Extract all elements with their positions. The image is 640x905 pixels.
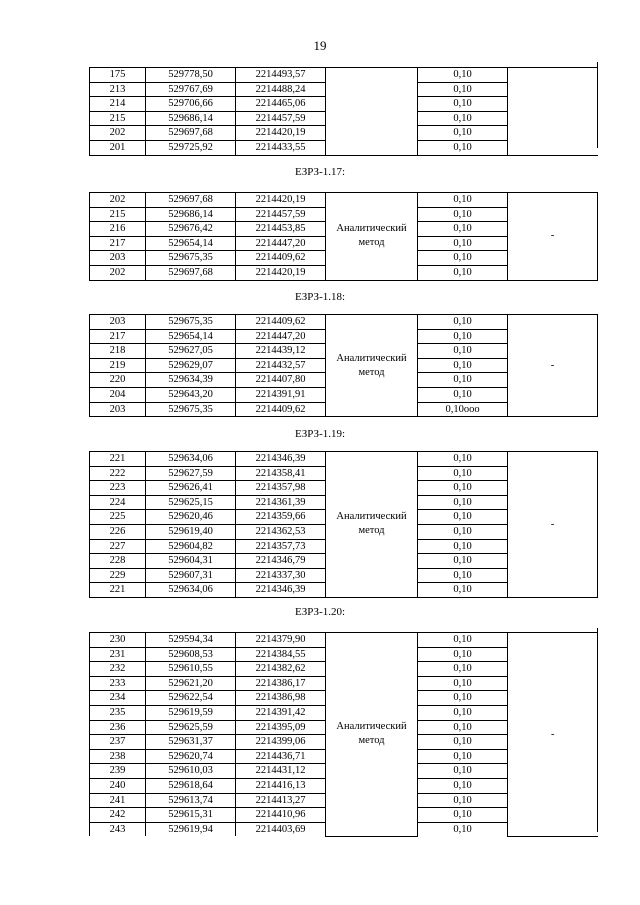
coordinate-x-cell: 529767,69 bbox=[146, 82, 236, 97]
point-number-cell: 213 bbox=[90, 82, 146, 97]
accuracy-cell: 0,10 bbox=[418, 97, 508, 112]
coordinate-x-cell: 529634,06 bbox=[146, 583, 236, 598]
accuracy-cell: 0,10 bbox=[418, 315, 508, 330]
accuracy-cell: 0,10 bbox=[418, 705, 508, 720]
point-number-cell: 232 bbox=[90, 662, 146, 677]
point-number-cell: 236 bbox=[90, 720, 146, 735]
coordinate-y-cell: 2214439,12 bbox=[236, 344, 326, 359]
accuracy-cell: 0,10 bbox=[418, 822, 508, 836]
accuracy-cell: 0,10 bbox=[418, 126, 508, 141]
coordinates-table bbox=[89, 451, 598, 598]
coordinates-table bbox=[89, 632, 598, 837]
accuracy-cell: 0,10 bbox=[418, 524, 508, 539]
point-number-cell: 214 bbox=[90, 97, 146, 112]
coordinate-x-cell: 529686,14 bbox=[146, 207, 236, 222]
point-number-cell: 215 bbox=[90, 207, 146, 222]
accuracy-cell: 0,10 bbox=[418, 140, 508, 155]
note-cell bbox=[508, 68, 598, 156]
accuracy-cell: 0,10 bbox=[418, 68, 508, 83]
coordinate-y-cell: 2214384,55 bbox=[236, 647, 326, 662]
accuracy-cell: 0,10 bbox=[418, 265, 508, 280]
coordinate-y-cell: 2214453,85 bbox=[236, 222, 326, 237]
coordinate-x-cell: 529686,14 bbox=[146, 111, 236, 126]
accuracy-cell: 0,10 bbox=[418, 633, 508, 648]
coordinate-x-cell: 529676,42 bbox=[146, 222, 236, 237]
table-right-edge-line bbox=[597, 62, 598, 148]
point-number-cell: 237 bbox=[90, 735, 146, 750]
coordinate-y-cell: 2214457,59 bbox=[236, 207, 326, 222]
accuracy-cell: 0,10 bbox=[418, 583, 508, 598]
section-caption: ЕЗРЗ-1.18: bbox=[294, 291, 346, 303]
accuracy-cell: 0,10 bbox=[418, 329, 508, 344]
ezrz-1-19-table-block bbox=[89, 451, 598, 598]
accuracy-cell: 0,10 bbox=[418, 387, 508, 402]
section-caption: ЕЗРЗ-1.19: bbox=[294, 428, 346, 440]
coordinate-y-cell: 2214465,06 bbox=[236, 97, 326, 112]
point-number-cell: 222 bbox=[90, 466, 146, 481]
accuracy-cell: 0,10 bbox=[418, 236, 508, 251]
coordinate-x-cell: 529778,50 bbox=[146, 68, 236, 83]
coordinate-x-cell: 529610,55 bbox=[146, 662, 236, 677]
accuracy-cell: 0,10 bbox=[418, 207, 508, 222]
point-number-cell: 202 bbox=[90, 126, 146, 141]
note-cell: - bbox=[508, 315, 598, 417]
point-number-cell: 235 bbox=[90, 705, 146, 720]
accuracy-cell: 0,10 bbox=[418, 735, 508, 750]
accuracy-cell: 0,10 bbox=[418, 82, 508, 97]
point-number-cell: 175 bbox=[90, 68, 146, 83]
accuracy-cell: 0,10 bbox=[418, 764, 508, 779]
coordinates-table bbox=[89, 314, 598, 417]
coordinate-x-cell: 529675,35 bbox=[146, 402, 236, 417]
coordinate-y-cell: 2214488,24 bbox=[236, 82, 326, 97]
point-number-cell: 231 bbox=[90, 647, 146, 662]
coordinate-y-cell: 2214395,09 bbox=[236, 720, 326, 735]
point-number-cell: 219 bbox=[90, 358, 146, 373]
note-cell: - bbox=[508, 633, 598, 837]
coordinate-x-cell: 529697,68 bbox=[146, 193, 236, 208]
coordinate-y-cell: 2214433,55 bbox=[236, 140, 326, 155]
coordinate-y-cell: 2214362,53 bbox=[236, 524, 326, 539]
table-row bbox=[90, 452, 598, 467]
coordinate-x-cell: 529697,68 bbox=[146, 265, 236, 280]
point-number-cell: 218 bbox=[90, 344, 146, 359]
point-number-cell: 224 bbox=[90, 495, 146, 510]
coordinate-x-cell: 529625,15 bbox=[146, 495, 236, 510]
point-number-cell: 238 bbox=[90, 749, 146, 764]
point-number-cell: 203 bbox=[90, 402, 146, 417]
method-cell: Аналитический метод bbox=[326, 452, 418, 598]
note-cell: - bbox=[508, 193, 598, 281]
accuracy-cell: 0,10 bbox=[418, 111, 508, 126]
coordinate-x-cell: 529631,37 bbox=[146, 735, 236, 750]
coordinate-x-cell: 529619,59 bbox=[146, 705, 236, 720]
coordinate-x-cell: 529654,14 bbox=[146, 329, 236, 344]
coordinate-x-cell: 529622,54 bbox=[146, 691, 236, 706]
coordinate-y-cell: 2214379,90 bbox=[236, 633, 326, 648]
coordinate-x-cell: 529613,74 bbox=[146, 793, 236, 808]
coordinate-y-cell: 2214361,39 bbox=[236, 495, 326, 510]
coordinate-y-cell: 2214436,71 bbox=[236, 749, 326, 764]
accuracy-cell: 0,10 bbox=[418, 662, 508, 677]
table-row bbox=[90, 193, 598, 208]
accuracy-cell: 0,10 bbox=[418, 793, 508, 808]
coordinate-y-cell: 2214409,62 bbox=[236, 251, 326, 266]
method-cell: Аналитический метод bbox=[326, 315, 418, 417]
accuracy-cell: 0,10 bbox=[418, 495, 508, 510]
coordinate-x-cell: 529634,06 bbox=[146, 452, 236, 467]
coordinate-y-cell: 2214416,13 bbox=[236, 778, 326, 793]
coordinate-y-cell: 2214346,39 bbox=[236, 583, 326, 598]
accuracy-cell: 0,10 bbox=[418, 222, 508, 237]
section-caption: ЕЗРЗ-1.20: bbox=[294, 606, 346, 618]
coordinate-y-cell: 2214358,41 bbox=[236, 466, 326, 481]
point-number-cell: 241 bbox=[90, 793, 146, 808]
continuation-table-block bbox=[89, 67, 598, 156]
accuracy-cell: 0,10 bbox=[418, 778, 508, 793]
point-number-cell: 234 bbox=[90, 691, 146, 706]
table-right-edge-line bbox=[597, 628, 598, 832]
coordinate-y-cell: 2214493,57 bbox=[236, 68, 326, 83]
accuracy-cell: 0,10 bbox=[418, 539, 508, 554]
method-cell: Аналитический метод bbox=[326, 633, 418, 837]
ezrz-1-20-table-block bbox=[89, 632, 598, 837]
coordinate-y-cell: 2214407,80 bbox=[236, 373, 326, 388]
coordinate-y-cell: 2214359,66 bbox=[236, 510, 326, 525]
coordinate-y-cell: 2214386,17 bbox=[236, 676, 326, 691]
point-number-cell: 240 bbox=[90, 778, 146, 793]
coordinate-x-cell: 529604,31 bbox=[146, 554, 236, 569]
point-number-cell: 217 bbox=[90, 329, 146, 344]
point-number-cell: 228 bbox=[90, 554, 146, 569]
coordinate-x-cell: 529615,31 bbox=[146, 808, 236, 823]
coordinate-y-cell: 2214357,98 bbox=[236, 481, 326, 496]
coordinate-y-cell: 2214409,62 bbox=[236, 402, 326, 417]
coordinate-y-cell: 2214386,98 bbox=[236, 691, 326, 706]
coordinate-y-cell: 2214432,57 bbox=[236, 358, 326, 373]
coordinate-y-cell: 2214447,20 bbox=[236, 236, 326, 251]
coordinate-x-cell: 529654,14 bbox=[146, 236, 236, 251]
coordinate-y-cell: 2214337,30 bbox=[236, 568, 326, 583]
accuracy-cell: 0,10 bbox=[418, 691, 508, 706]
coordinate-x-cell: 529675,35 bbox=[146, 315, 236, 330]
coordinate-x-cell: 529675,35 bbox=[146, 251, 236, 266]
coordinate-y-cell: 2214382,62 bbox=[236, 662, 326, 677]
point-number-cell: 233 bbox=[90, 676, 146, 691]
accuracy-cell: 0,10 bbox=[418, 647, 508, 662]
coordinate-x-cell: 529627,05 bbox=[146, 344, 236, 359]
accuracy-cell: 0,10ooo bbox=[418, 402, 508, 417]
coordinate-x-cell: 529607,31 bbox=[146, 568, 236, 583]
coordinates-table bbox=[89, 192, 598, 281]
coordinate-x-cell: 529620,74 bbox=[146, 749, 236, 764]
point-number-cell: 202 bbox=[90, 265, 146, 280]
coordinate-y-cell: 2214447,20 bbox=[236, 329, 326, 344]
point-number-cell: 223 bbox=[90, 481, 146, 496]
accuracy-cell: 0,10 bbox=[418, 344, 508, 359]
point-number-cell: 204 bbox=[90, 387, 146, 402]
point-number-cell: 220 bbox=[90, 373, 146, 388]
accuracy-cell: 0,10 bbox=[418, 749, 508, 764]
coordinate-y-cell: 2214431,12 bbox=[236, 764, 326, 779]
point-number-cell: 217 bbox=[90, 236, 146, 251]
coordinate-x-cell: 529620,46 bbox=[146, 510, 236, 525]
point-number-cell: 227 bbox=[90, 539, 146, 554]
accuracy-cell: 0,10 bbox=[418, 452, 508, 467]
coordinate-y-cell: 2214391,42 bbox=[236, 705, 326, 720]
table-row bbox=[90, 633, 598, 648]
method-cell bbox=[326, 68, 418, 156]
point-number-cell: 202 bbox=[90, 193, 146, 208]
table-row bbox=[90, 68, 598, 83]
accuracy-cell: 0,10 bbox=[418, 720, 508, 735]
accuracy-cell: 0,10 bbox=[418, 676, 508, 691]
coordinates-table bbox=[89, 67, 598, 156]
coordinate-x-cell: 529634,39 bbox=[146, 373, 236, 388]
accuracy-cell: 0,10 bbox=[418, 481, 508, 496]
coordinate-y-cell: 2214346,39 bbox=[236, 452, 326, 467]
point-number-cell: 203 bbox=[90, 251, 146, 266]
coordinate-x-cell: 529629,07 bbox=[146, 358, 236, 373]
point-number-cell: 239 bbox=[90, 764, 146, 779]
point-number-cell: 230 bbox=[90, 633, 146, 648]
coordinate-y-cell: 2214457,59 bbox=[236, 111, 326, 126]
point-number-cell: 203 bbox=[90, 315, 146, 330]
coordinate-y-cell: 2214410,96 bbox=[236, 808, 326, 823]
coordinate-x-cell: 529626,41 bbox=[146, 481, 236, 496]
coordinate-y-cell: 2214403,69 bbox=[236, 822, 326, 836]
accuracy-cell: 0,10 bbox=[418, 554, 508, 569]
point-number-cell: 221 bbox=[90, 452, 146, 467]
point-number-cell: 215 bbox=[90, 111, 146, 126]
accuracy-cell: 0,10 bbox=[418, 466, 508, 481]
coordinate-x-cell: 529610,03 bbox=[146, 764, 236, 779]
coordinate-x-cell: 529621,20 bbox=[146, 676, 236, 691]
accuracy-cell: 0,10 bbox=[418, 251, 508, 266]
point-number-cell: 216 bbox=[90, 222, 146, 237]
table-row bbox=[90, 315, 598, 330]
accuracy-cell: 0,10 bbox=[418, 510, 508, 525]
method-cell: Аналитический метод bbox=[326, 193, 418, 281]
note-cell: - bbox=[508, 452, 598, 598]
point-number-cell: 225 bbox=[90, 510, 146, 525]
coordinate-x-cell: 529594,34 bbox=[146, 633, 236, 648]
coordinate-x-cell: 529706,66 bbox=[146, 97, 236, 112]
coordinate-x-cell: 529619,40 bbox=[146, 524, 236, 539]
coordinate-y-cell: 2214409,62 bbox=[236, 315, 326, 330]
page-number: 19 bbox=[313, 38, 327, 53]
coordinate-y-cell: 2214391,91 bbox=[236, 387, 326, 402]
coordinate-x-cell: 529643,20 bbox=[146, 387, 236, 402]
ezrz-1-17-table-block bbox=[89, 192, 598, 281]
accuracy-cell: 0,10 bbox=[418, 358, 508, 373]
section-caption: ЕЗРЗ-1.17: bbox=[294, 166, 346, 178]
coordinate-x-cell: 529604,82 bbox=[146, 539, 236, 554]
coordinate-x-cell: 529619,94 bbox=[146, 822, 236, 836]
coordinate-y-cell: 2214420,19 bbox=[236, 265, 326, 280]
coordinate-y-cell: 2214357,73 bbox=[236, 539, 326, 554]
accuracy-cell: 0,10 bbox=[418, 193, 508, 208]
accuracy-cell: 0,10 bbox=[418, 568, 508, 583]
coordinate-x-cell: 529627,59 bbox=[146, 466, 236, 481]
coordinate-y-cell: 2214399,06 bbox=[236, 735, 326, 750]
point-number-cell: 226 bbox=[90, 524, 146, 539]
accuracy-cell: 0,10 bbox=[418, 373, 508, 388]
point-number-cell: 221 bbox=[90, 583, 146, 598]
coordinate-x-cell: 529608,53 bbox=[146, 647, 236, 662]
coordinate-y-cell: 2214413,27 bbox=[236, 793, 326, 808]
point-number-cell: 229 bbox=[90, 568, 146, 583]
coordinate-x-cell: 529725,92 bbox=[146, 140, 236, 155]
point-number-cell: 242 bbox=[90, 808, 146, 823]
coordinate-y-cell: 2214346,79 bbox=[236, 554, 326, 569]
ezrz-1-18-table-block bbox=[89, 314, 598, 417]
point-number-cell: 201 bbox=[90, 140, 146, 155]
coordinate-x-cell: 529625,59 bbox=[146, 720, 236, 735]
coordinate-y-cell: 2214420,19 bbox=[236, 126, 326, 141]
point-number-cell: 243 bbox=[90, 822, 146, 836]
coordinate-x-cell: 529618,64 bbox=[146, 778, 236, 793]
coordinate-x-cell: 529697,68 bbox=[146, 126, 236, 141]
accuracy-cell: 0,10 bbox=[418, 808, 508, 823]
coordinate-y-cell: 2214420,19 bbox=[236, 193, 326, 208]
